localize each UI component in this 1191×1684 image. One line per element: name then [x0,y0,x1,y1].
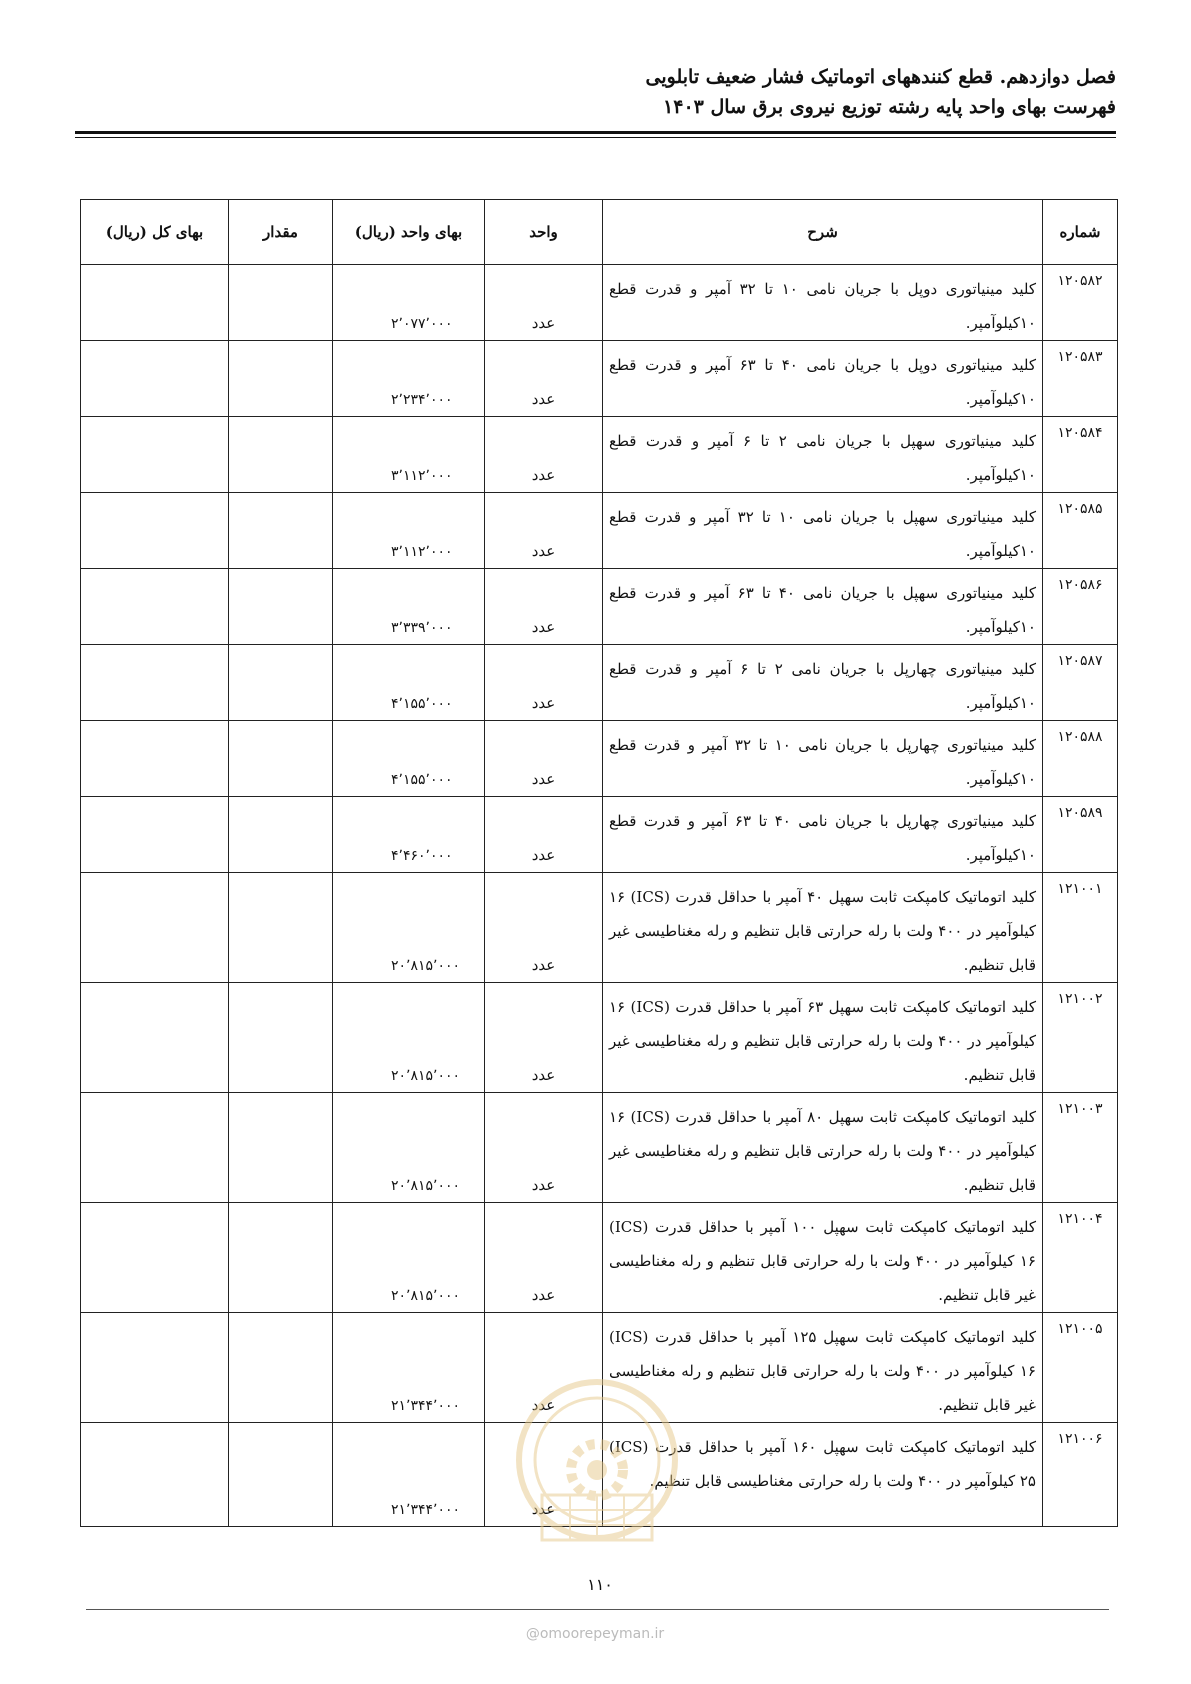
table-row [81,873,1118,983]
table-row [81,1203,1118,1313]
item-number: ۱۲۱۰۰۴ [1043,1203,1118,1313]
item-unit-price: ۳٬۱۱۲٬۰۰۰ [333,493,485,569]
item-description: کلید مینیاتوری چهارپل با جریان نامی ۱۰ تا ۳۲ آمپر و قدرت قطع ۱۰کیلوآمپر. [603,721,1043,797]
watermark-text: @omoorepeyman.ir [525,1626,665,1642]
table-row [81,341,1118,417]
item-quantity [229,1423,333,1527]
table-header-row [81,200,1118,265]
item-unit-price: ۲۱٬۳۴۴٬۰۰۰ [333,1313,485,1423]
table-row [81,493,1118,569]
item-description: کلید اتوماتیک کامپکت ثابت سهپل ۸۰ آمپر با حداقل قدرت (ICS) ۱۶ کیلوآمپر در ۴۰۰ ولت با رله حرارتی قابل تنظیم و رله مغناطیسی غیر قابل تنظیم. [603,1093,1043,1203]
item-number: ۱۲۰۵۸۳ [1043,341,1118,417]
item-unit-price: ۲۱٬۳۴۴٬۰۰۰ [333,1423,485,1527]
item-quantity [229,1203,333,1313]
item-description: کلید اتوماتیک کامپکت ثابت سهپل ۶۳ آمپر با حداقل قدرت (ICS) ۱۶ کیلوآمپر در ۴۰۰ ولت با رله حرارتی قابل تنظیم و رله مغناطیسی غیر قابل تنظیم. [603,983,1043,1093]
item-quantity [229,1093,333,1203]
item-unit: عدد [485,569,603,645]
item-number: ۱۲۱۰۰۳ [1043,1093,1118,1203]
item-quantity [229,983,333,1093]
table-row [81,569,1118,645]
item-total-price [81,873,229,983]
item-number: ۱۲۰۵۸۶ [1043,569,1118,645]
item-unit: عدد [485,341,603,417]
item-unit: عدد [485,983,603,1093]
item-total-price [81,1313,229,1423]
item-number: ۱۲۱۰۰۲ [1043,983,1118,1093]
item-unit-price: ۲٬۲۳۴٬۰۰۰ [333,341,485,417]
table-row [81,797,1118,873]
item-unit: عدد [485,265,603,341]
header-rule-thin [75,137,1116,138]
item-unit: عدد [485,417,603,493]
item-total-price [81,1093,229,1203]
item-total-price [81,265,229,341]
item-description: کلید مینیاتوری چهارپل با جریان نامی ۲ تا ۶ آمپر و قدرت قطع ۱۰کیلوآمپر. [603,645,1043,721]
document-title: فهرست بهای واحد پایه رشته توزیع نیروی برق سال ۱۴۰۳ [663,96,1116,118]
item-description: کلید اتوماتیک کامپکت ثابت سهپل ۱۰۰ آمپر با حداقل قدرت (ICS) ۱۶ کیلوآمپر در ۴۰۰ ولت با رله حرارتی قابل تنظیم و رله مغناطیسی غیر قابل تنظیم. [603,1203,1043,1313]
page-header [76,62,1116,122]
table-row [81,1093,1118,1203]
item-unit-price: ۴٬۴۶۰٬۰۰۰ [333,797,485,873]
item-number: ۱۲۰۵۸۹ [1043,797,1118,873]
item-number: ۱۲۰۵۸۸ [1043,721,1118,797]
item-description: کلید مینیاتوری چهارپل با جریان نامی ۴۰ تا ۶۳ آمپر و قدرت قطع ۱۰کیلوآمپر. [603,797,1043,873]
item-total-price [81,797,229,873]
item-total-price [81,569,229,645]
item-description: کلید اتوماتیک کامپکت ثابت سهپل ۱۲۵ آمپر با حداقل قدرت (ICS) ۱۶ کیلوآمپر در ۴۰۰ ولت با رله حرارتی قابل تنظیم و رله مغناطیسی غیر قابل تنظیم. [603,1313,1043,1423]
item-description: کلید اتوماتیک کامپکت ثابت سهپل ۴۰ آمپر با حداقل قدرت (ICS) ۱۶ کیلوآمپر در ۴۰۰ ولت با رله حرارتی قابل تنظیم و رله مغناطیسی غیر قابل تنظیم. [603,873,1043,983]
item-unit-price: ۲٬۰۷۷٬۰۰۰ [333,265,485,341]
item-number: ۱۲۰۵۸۵ [1043,493,1118,569]
table-row [81,265,1118,341]
item-unit: عدد [485,1423,603,1527]
item-unit: عدد [485,1313,603,1423]
item-unit: عدد [485,645,603,721]
item-description: کلید مینیاتوری دوپل با جریان نامی ۱۰ تا ۳۲ آمپر و قدرت قطع ۱۰کیلوآمپر. [603,265,1043,341]
header-number: شماره [1043,200,1118,265]
header-total-price: بهای کل (ریال) [81,200,229,265]
seal-watermark [512,1375,682,1565]
item-total-price [81,645,229,721]
header-description: شرح [603,200,1043,265]
item-total-price [81,983,229,1093]
item-unit-price: ۳٬۳۳۹٬۰۰۰ [333,569,485,645]
item-unit-price: ۲۰٬۸۱۵٬۰۰۰ [333,1093,485,1203]
item-total-price [81,1423,229,1527]
item-total-price [81,493,229,569]
header-rule-thick [75,131,1116,134]
item-number: ۱۲۰۵۸۴ [1043,417,1118,493]
item-unit: عدد [485,1093,603,1203]
header-unit: واحد [485,200,603,265]
item-quantity [229,341,333,417]
item-number: ۱۲۱۰۰۵ [1043,1313,1118,1423]
item-unit: عدد [485,873,603,983]
item-quantity [229,569,333,645]
page-number: ۱۱۰ [587,1575,613,1594]
item-description: کلید مینیاتوری سهپل با جریان نامی ۱۰ تا ۳۲ آمپر و قدرت قطع ۱۰کیلوآمپر. [603,493,1043,569]
header-unit-price: بهای واحد (ریال) [333,200,485,265]
item-total-price [81,1203,229,1313]
item-description: کلید مینیاتوری دوپل با جریان نامی ۴۰ تا ۶۳ آمپر و قدرت قطع ۱۰کیلوآمپر. [603,341,1043,417]
item-description: کلید اتوماتیک کامپکت ثابت سهپل ۱۶۰ آمپر با حداقل قدرت (ICS) ۲۵ کیلوآمپر در ۴۰۰ ولت با رله حرارتی مغناطیسی قابل تنظیم. [603,1423,1043,1527]
item-unit-price: ۴٬۱۵۵٬۰۰۰ [333,645,485,721]
item-quantity [229,873,333,983]
table-row [81,417,1118,493]
item-quantity [229,645,333,721]
item-number: ۱۲۰۵۸۲ [1043,265,1118,341]
item-unit: عدد [485,493,603,569]
item-unit-price: ۴٬۱۵۵٬۰۰۰ [333,721,485,797]
table-row [81,983,1118,1093]
item-unit-price: ۲۰٬۸۱۵٬۰۰۰ [333,873,485,983]
item-unit: عدد [485,1203,603,1313]
item-total-price [81,341,229,417]
item-number: ۱۲۰۵۸۷ [1043,645,1118,721]
item-description: کلید مینیاتوری سهپل با جریان نامی ۲ تا ۶ آمپر و قدرت قطع ۱۰کیلوآمپر. [603,417,1043,493]
chapter-title: فصل دوازدهم. قطع کنندههای اتوماتیک فشار ضعیف تابلویی [645,66,1116,88]
item-quantity [229,417,333,493]
item-unit-price: ۲۰٬۸۱۵٬۰۰۰ [333,1203,485,1313]
item-quantity [229,265,333,341]
item-number: ۱۲۱۰۰۶ [1043,1423,1118,1527]
item-quantity [229,797,333,873]
item-unit-price: ۲۰٬۸۱۵٬۰۰۰ [333,983,485,1093]
item-quantity [229,493,333,569]
item-unit: عدد [485,721,603,797]
header-quantity: مقدار [229,200,333,265]
footer-rule [86,1609,1109,1610]
item-quantity [229,721,333,797]
item-unit: عدد [485,797,603,873]
item-total-price [81,417,229,493]
table-row [81,721,1118,797]
item-unit-price: ۳٬۱۱۲٬۰۰۰ [333,417,485,493]
item-quantity [229,1313,333,1423]
item-description: کلید مینیاتوری سهپل با جریان نامی ۴۰ تا ۶۳ آمپر و قدرت قطع ۱۰کیلوآمپر. [603,569,1043,645]
item-number: ۱۲۱۰۰۱ [1043,873,1118,983]
table-row [81,645,1118,721]
price-table [80,199,1118,1527]
item-total-price [81,721,229,797]
